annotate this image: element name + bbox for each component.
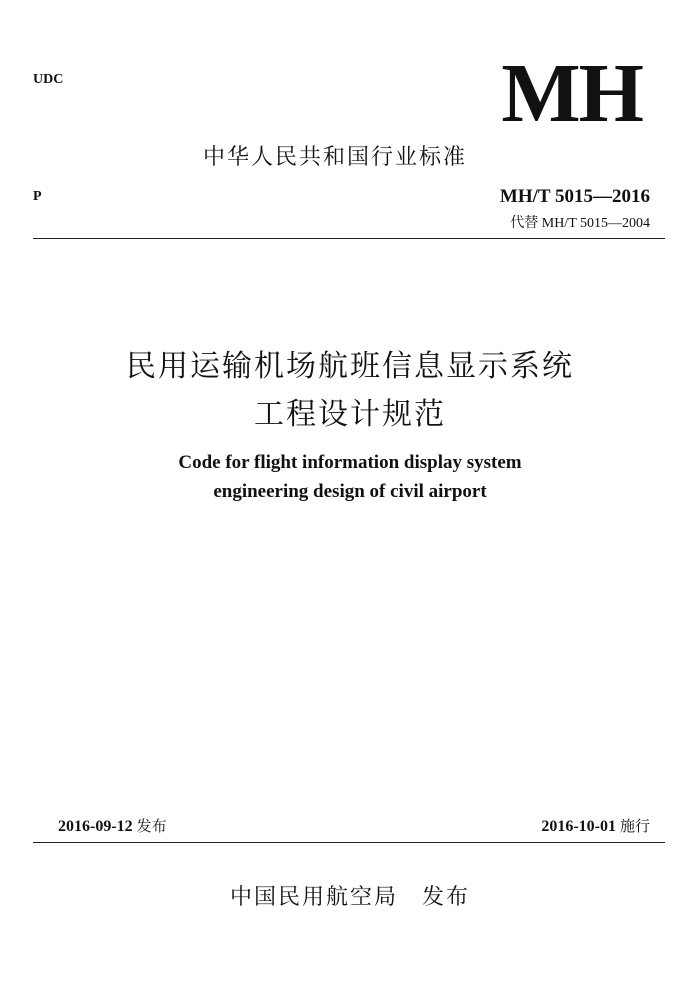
bottom-divider (33, 842, 665, 843)
mh-logo: MH (501, 47, 642, 140)
publisher-line (0, 880, 700, 911)
category-code: P (33, 189, 42, 204)
replaces-standard: 代替 MH/T 5015—2004 (510, 216, 650, 231)
publisher-name: 中国民用航空局 (229, 885, 398, 910)
effective-date-value: 2016-10-01 (541, 818, 616, 835)
issue-date-label: 发布 (136, 817, 167, 835)
issue-date (58, 815, 167, 836)
top-divider (33, 238, 665, 239)
title-english-line-2: engineering design of civil airport (213, 481, 487, 502)
udc-label: UDC (33, 72, 64, 87)
standard-type-heading: 中华人民共和国行业标准 (202, 145, 467, 170)
effective-date-label: 施行 (619, 817, 650, 835)
title-chinese-line-1: 民用运输机场航班信息显示系统 (126, 349, 574, 384)
title-english-line-1: Code for flight information display system (178, 452, 522, 473)
title-chinese-line-2: 工程设计规范 (254, 397, 446, 432)
effective-date (541, 815, 650, 836)
standard-number: MH/T 5015—2016 (499, 186, 650, 207)
publish-label: 发布 (422, 885, 471, 910)
issue-date-value: 2016-09-12 (58, 818, 133, 835)
